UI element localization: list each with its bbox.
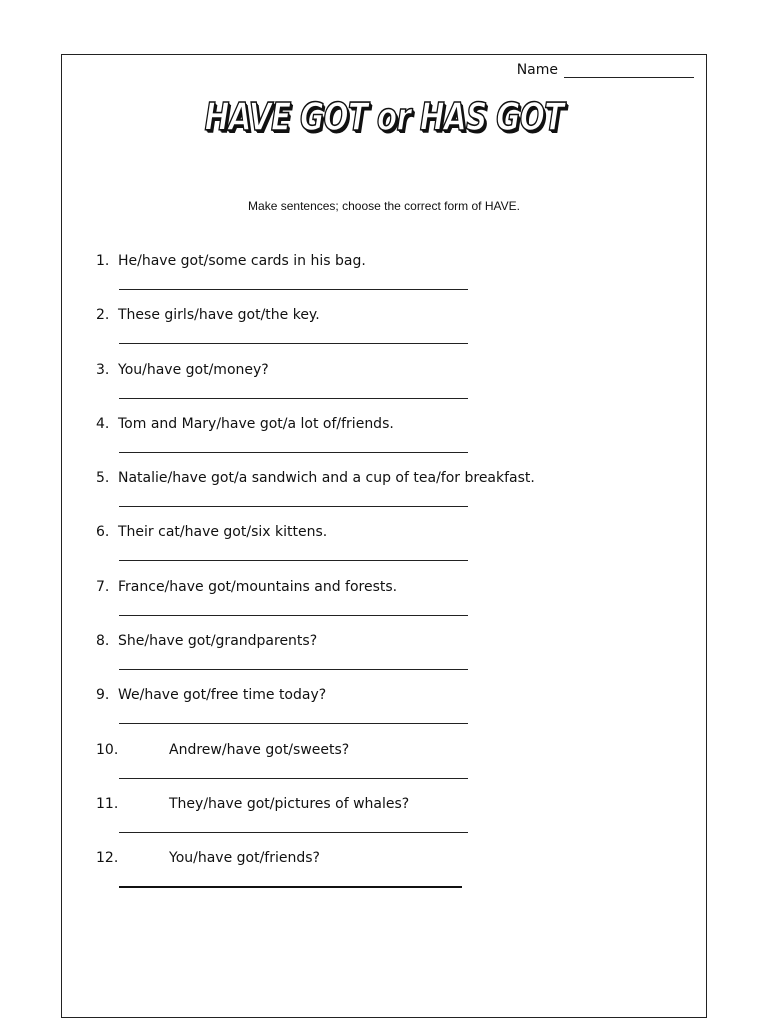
exercise-item — [96, 850, 696, 904]
item-number: 1. — [96, 253, 110, 269]
answer-line[interactable] — [119, 832, 468, 833]
item-number: 7. — [96, 578, 110, 595]
answer-line[interactable] — [119, 615, 468, 616]
item-prompt: France/have got/mountains and forests. — [118, 578, 398, 595]
exercise-item — [96, 416, 696, 470]
item-prompt: She/have got/grandparents? — [118, 633, 318, 650]
name-blank-line[interactable] — [564, 63, 694, 78]
answer-line[interactable] — [119, 669, 468, 670]
item-number: 2. — [96, 307, 110, 324]
name-field — [517, 62, 694, 78]
item-prompt: Tom and Mary/have got/a lot of/friends. — [118, 415, 394, 432]
name-label: Name — [516, 62, 558, 78]
exercise-item — [96, 524, 696, 578]
exercise-item — [96, 362, 696, 416]
title-block — [62, 95, 706, 139]
answer-line[interactable] — [119, 886, 462, 888]
answer-line[interactable] — [119, 289, 468, 290]
instructions: Make sentences; choose the correct form of HAVE. — [248, 199, 520, 213]
exercise-item — [96, 633, 696, 687]
answer-line[interactable] — [119, 452, 468, 453]
item-number: 4. — [96, 415, 110, 432]
exercise-item — [96, 470, 696, 524]
item-prompt: You/have got/friends? — [169, 850, 320, 867]
exercise-list — [96, 253, 696, 905]
exercise-item — [96, 687, 696, 741]
answer-line[interactable] — [119, 778, 468, 779]
item-number: 3. — [96, 361, 110, 378]
item-prompt: You/have got/money? — [118, 361, 269, 378]
item-prompt: We/have got/free time today? — [118, 687, 327, 704]
item-number: 5. — [96, 470, 110, 487]
item-number: 11. — [96, 795, 119, 812]
item-number: 10. — [96, 741, 119, 758]
exercise-item — [96, 579, 696, 633]
item-number: 12. — [96, 850, 119, 867]
answer-line[interactable] — [119, 723, 468, 724]
exercise-item — [96, 742, 696, 796]
worksheet-title: HAVE GOT or HAS GOT — [204, 95, 564, 139]
item-prompt: Natalie/have got/a sandwich and a cup of tea/for breakfast. — [118, 470, 535, 487]
item-number: 6. — [96, 524, 110, 541]
answer-line[interactable] — [119, 560, 468, 561]
answer-line[interactable] — [119, 506, 468, 507]
worksheet — [61, 54, 707, 1018]
item-prompt: He/have got/some cards in his bag. — [118, 253, 366, 269]
exercise-item — [96, 307, 696, 361]
exercise-item — [96, 253, 696, 307]
item-prompt: These girls/have got/the key. — [118, 307, 320, 324]
exercise-item — [96, 796, 696, 850]
item-prompt: Their cat/have got/six kittens. — [118, 524, 328, 541]
answer-line[interactable] — [119, 343, 468, 344]
item-number: 9. — [96, 687, 110, 704]
item-prompt: Andrew/have got/sweets? — [169, 741, 350, 758]
answer-line[interactable] — [119, 398, 468, 399]
item-number: 8. — [96, 633, 110, 650]
item-prompt: They/have got/pictures of whales? — [169, 795, 410, 812]
